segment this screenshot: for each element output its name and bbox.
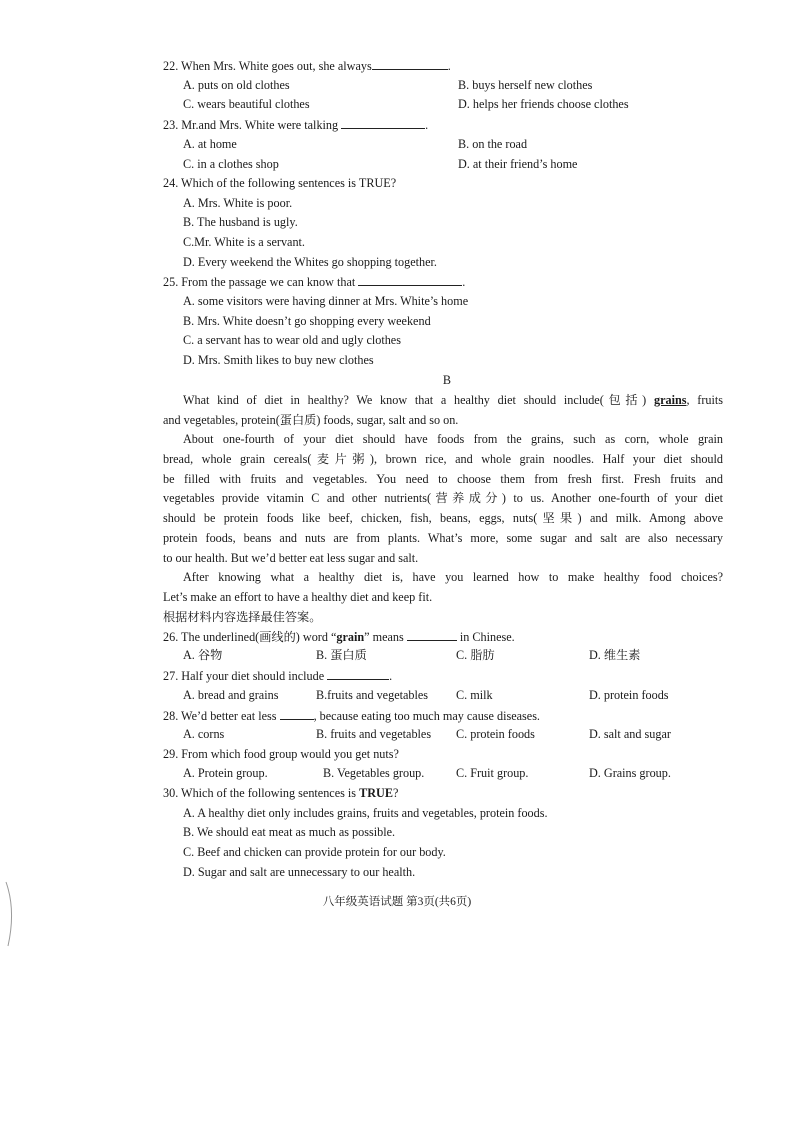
option-23d: D. at their friend’s home	[458, 157, 578, 171]
option-27a: A. bread and grains	[183, 688, 279, 702]
option-22a: A. puts on old clothes	[183, 78, 290, 92]
section-heading-b: B	[442, 373, 452, 387]
question-26-stem: 26. The underlined(画线的) word “grain” means in Chinese.	[163, 627, 733, 648]
option-25d: D. Mrs. Smith likes to buy new clothes	[183, 353, 374, 367]
option-24b: B. The husband is ugly.	[183, 215, 298, 229]
instruction: 根据材料内容选择最佳答案。	[163, 609, 322, 624]
option-23c: C. in a clothes shop	[183, 157, 279, 171]
option-27b: B.fruits and vegetables	[316, 688, 429, 702]
option-28c: C. protein foods	[456, 727, 535, 741]
option-26d: D. 维生素	[589, 648, 641, 662]
scan-margin-mark	[0, 880, 20, 950]
question-30-stem: 30. Which of the following sentences is TRUE?	[163, 786, 399, 800]
passage-line: and vegetables, protein(蛋白质) foods, sugar, salt and so on.	[163, 412, 459, 427]
option-25c: C. a servant has to wear old and ugly clothes	[183, 333, 401, 347]
question-22-stem: 22. When Mrs. White goes out, she always .	[163, 56, 733, 77]
passage-line: protein foods, beans and nuts are from plants. What’s more, some sugar and salt are also necessary	[163, 530, 723, 545]
option-22c: C. wears beautiful clothes	[183, 97, 310, 111]
option-25b: B. Mrs. White doesn’t go shopping every weekend	[183, 314, 431, 328]
option-27c: C. milk	[456, 688, 493, 702]
answer-blank	[407, 627, 457, 641]
answer-blank	[341, 115, 425, 129]
option-28b: B. fruits and vegetables	[316, 727, 432, 741]
passage-line: be filled with fruits and vegetables. You need to choose them from fresh first. Fresh fruits and	[163, 471, 723, 486]
option-23a: A. at home	[183, 137, 237, 151]
passage-line: Let’s make an effort to have a healthy diet and keep fit.	[163, 589, 433, 604]
option-30a: A. A healthy diet only includes grains, fruits and vegetables, protein foods.	[183, 806, 548, 820]
answer-blank	[280, 706, 314, 720]
passage-line: to our health. But we’d better eat less sugar and salt.	[163, 550, 419, 565]
question-28-stem: 28. We’d better eat less , because eating too much may cause diseases.	[163, 706, 733, 727]
answer-blank	[358, 272, 462, 286]
page-footer: 八年级英语试题 第3页(共6页)	[322, 896, 472, 908]
option-24d: D. Every weekend the Whites go shopping together.	[183, 255, 437, 269]
option-30d: D. Sugar and salt are unnecessary to our health.	[183, 865, 416, 879]
option-22d: D. helps her friends choose clothes	[458, 97, 629, 111]
question-29-stem: 29. From which food group would you get nuts?	[163, 747, 399, 761]
question-23-stem: 23. Mr.and Mrs. White were talking .	[163, 115, 733, 136]
passage-line: should be protein foods like beef, chicken, fish, beans, eggs, nuts(坚果) and milk. Among above	[163, 511, 723, 526]
option-29a: A. Protein group.	[183, 766, 268, 780]
option-28d: D. salt and sugar	[589, 727, 671, 741]
option-26c: C. 脂肪	[456, 648, 495, 662]
option-25a: A. some visitors were having dinner at Mrs. White’s home	[183, 294, 469, 308]
option-29b: B. Vegetables group.	[323, 766, 425, 780]
option-30c: C. Beef and chicken can provide protein for our body.	[183, 845, 446, 859]
option-26a: A. 谷物	[183, 648, 223, 662]
option-29c: C. Fruit group.	[456, 766, 529, 780]
option-22b: B. buys herself new clothes	[458, 78, 593, 92]
answer-blank	[372, 56, 448, 70]
question-24-stem: 24. Which of the following sentences is TRUE?	[163, 176, 397, 190]
passage-line: After knowing what a healthy diet is, have you learned how to make healthy food choices?	[183, 570, 723, 585]
option-26b: B. 蛋白质	[316, 648, 367, 662]
option-23b: B. on the road	[458, 137, 528, 151]
option-27d: D. protein foods	[589, 688, 669, 702]
passage-line: vegetables provide vitamin C and other nutrients(营养成分) to us. Another one-fourth of your diet	[163, 491, 723, 506]
passage-line: About one-fourth of your diet should have foods from the grains, such as corn, whole grain	[183, 432, 723, 447]
question-27-stem: 27. Half your diet should include .	[163, 666, 733, 687]
option-29d: D. Grains group.	[589, 766, 671, 780]
answer-blank	[327, 666, 389, 680]
option-24a: A. Mrs. White is poor.	[183, 196, 293, 210]
option-30b: B. We should eat meat as much as possible.	[183, 825, 396, 839]
underlined-word: grains	[653, 393, 687, 407]
passage-b	[163, 391, 723, 627]
option-24c: C.Mr. White is a servant.	[183, 235, 305, 249]
passage-line: What kind of diet in healthy? We know that a healthy diet should include(包括) grains, fruits	[183, 393, 724, 407]
passage-line: bread, whole grain cereals(麦片粥), brown rice, and whole grain noodles. Half your diet should	[163, 452, 723, 467]
question-25-stem: 25. From the passage we can know that .	[163, 272, 733, 293]
option-28a: A. corns	[183, 727, 225, 741]
